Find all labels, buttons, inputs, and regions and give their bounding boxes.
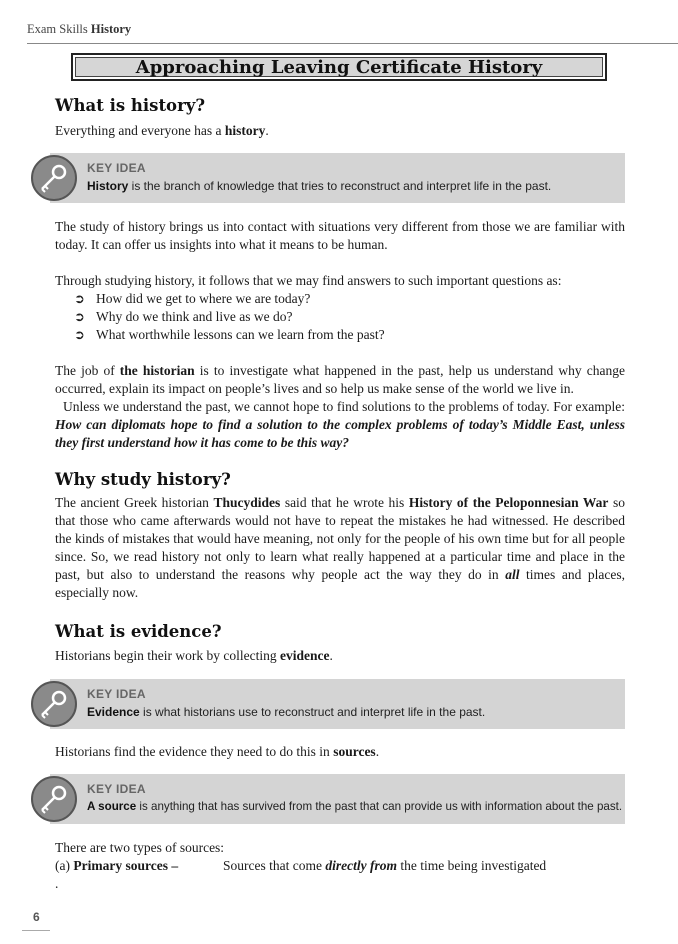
section-name: History xyxy=(90,22,132,36)
key-idea-term: History xyxy=(87,179,129,193)
def-italic: directly from xyxy=(325,858,397,873)
primary-sources-definition xyxy=(223,857,546,875)
intro-text: Everything and everyone has a xyxy=(55,123,225,138)
key-icon xyxy=(30,154,78,202)
key-idea-text xyxy=(87,705,485,719)
bullet-item xyxy=(74,308,292,327)
primary-sources-line xyxy=(55,857,178,875)
intro-end: . xyxy=(265,123,269,138)
bullet-item xyxy=(74,290,310,309)
paragraph-questions: Through studying history, it follows that we may find answers to such important questions as: xyxy=(55,273,562,288)
evidence-bold: evidence xyxy=(279,648,330,663)
key-idea-label: KEY IDEA xyxy=(87,161,146,175)
sources-line xyxy=(55,743,379,761)
footer-rule xyxy=(22,930,50,931)
type-name: Primary sources – xyxy=(73,858,179,873)
key-idea-text xyxy=(87,179,551,193)
bullet-text: Why do we think and live as we do? xyxy=(96,309,293,324)
page-title: Approaching Leaving Certificate History xyxy=(75,57,603,77)
thuc-post: so that those who came afterwards would not have to repeat the mistakes he had witnessed. He described the kinds of mistakes that would have meaning, not only for the people of his own time but for all people since. So, we read history not only to learn what really happened at a particular time and place in the past, but also to understand the reasons why people act the way they do in xyxy=(55,495,625,582)
thuc-pre: The ancient Greek historian xyxy=(55,495,214,510)
historian-post: is to investigate what happened in the past, help us understand why change occurred, explain its impact on people’s lives and so help us make sense of the world we live in. xyxy=(55,363,625,396)
trailing-dot: . xyxy=(55,876,59,891)
key-idea-definition: is anything that has survived from the past that can provide us with information about the past. xyxy=(136,800,623,813)
key-idea-term: A source xyxy=(87,800,137,813)
key-icon xyxy=(30,680,78,728)
title-box xyxy=(71,53,607,81)
key-idea-label: KEY IDEA xyxy=(87,687,146,701)
sources-bold: sources xyxy=(333,744,376,759)
header-rule xyxy=(27,43,678,44)
thuc-book: History of the Peloponnesian War xyxy=(408,495,609,510)
heading-what-is-evidence: What is evidence? xyxy=(55,622,222,641)
arrow-bullet-icon: ➲ xyxy=(74,328,85,343)
thuc-name: Thucydides xyxy=(213,495,281,510)
key-idea-term: Evidence xyxy=(87,705,140,719)
running-head xyxy=(27,22,131,37)
intro-evidence xyxy=(55,647,333,665)
key-idea-definition: is the branch of knowledge that tries to reconstruct and interpret life in the past. xyxy=(128,179,552,193)
arrow-bullet-icon: ➲ xyxy=(74,292,85,307)
bullet-text: How did we get to where we are today? xyxy=(96,291,311,306)
type-label: (a) xyxy=(55,858,74,873)
types-intro: There are two types of sources: xyxy=(55,840,225,855)
paragraph-historian xyxy=(55,362,625,398)
intro-bold: history xyxy=(224,123,266,138)
def-post: the time being investigated xyxy=(396,858,547,873)
sources-end: . xyxy=(375,744,380,759)
sources-pre: Historians find the evidence they need to do this in xyxy=(55,744,334,759)
heading-why-study: Why study history? xyxy=(55,470,231,489)
historian-bold: the historian xyxy=(119,363,195,378)
key-idea-definition: is what historians use to reconstruct and interpret life in the past. xyxy=(139,705,486,719)
key-idea-box-source xyxy=(30,774,625,824)
key-idea-label: KEY IDEA xyxy=(87,782,146,796)
intro-history xyxy=(55,122,269,140)
book-name: Exam Skills xyxy=(27,22,88,36)
key-idea-box-history xyxy=(30,153,625,203)
heading-what-is-history: What is history? xyxy=(55,96,206,115)
paragraph-example xyxy=(55,398,625,452)
page-number: 6 xyxy=(33,910,40,924)
def-pre: Sources that come xyxy=(223,858,326,873)
key-idea-box-evidence xyxy=(30,679,625,729)
evidence-pre: Historians begin their work by collecting xyxy=(55,648,280,663)
example-text: Unless we understand the past, we cannot hope to find solutions to the problems of today. For example: xyxy=(63,399,625,414)
thuc-italic: all xyxy=(505,567,520,582)
key-idea-text xyxy=(87,800,622,813)
bullet-item xyxy=(74,326,385,345)
bullet-text: What worthwhile lessons can we learn from the past? xyxy=(96,327,385,342)
paragraph-thucydides xyxy=(55,494,625,602)
key-icon xyxy=(30,775,78,823)
evidence-end: . xyxy=(329,648,333,663)
arrow-bullet-icon: ➲ xyxy=(74,310,85,325)
paragraph-study: The study of history brings us into contact with situations very different from those we are familiar with today. It can offer us insights into what it means to be human. xyxy=(55,219,625,252)
thuc-mid: said that he wrote his xyxy=(280,495,409,510)
thuc-end: times and places, especially now. xyxy=(55,567,625,600)
example-italic: How can diplomats hope to find a solution to the complex problems of today’s Middle East, unless they first understand how it has come to be this way? xyxy=(55,417,625,450)
historian-pre: The job of xyxy=(55,363,120,378)
